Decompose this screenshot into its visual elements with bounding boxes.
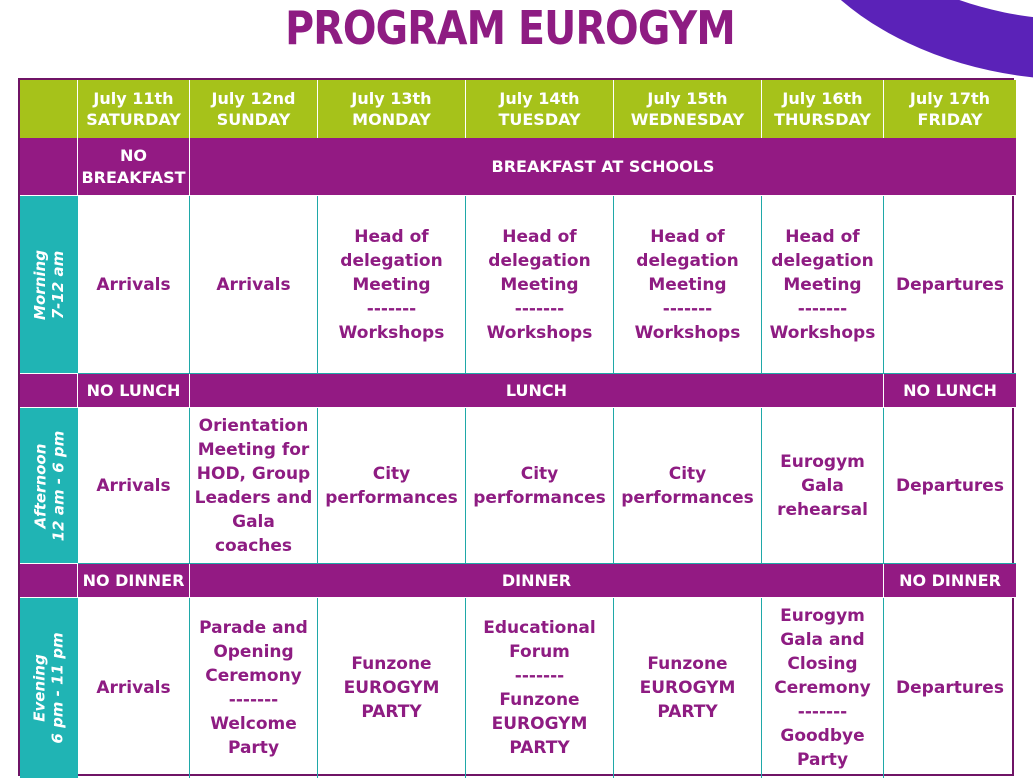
day-date: July 16th: [782, 89, 863, 108]
corner-cell: [20, 80, 78, 138]
day-weekday: THURSDAY: [774, 110, 871, 129]
schedule-cell: Orientation Meeting for HOD, Group Leaders and Gala coaches: [190, 408, 318, 564]
day-date: July 13th: [351, 89, 432, 108]
morning-label: [20, 196, 78, 374]
schedule-cell: City performances: [318, 408, 466, 564]
day-header: [318, 80, 466, 138]
no-breakfast: NO BREAKFAST: [78, 138, 190, 196]
schedule-cell: Funzone EUROGYM PARTY: [318, 598, 466, 778]
schedule-cell: Head of delegation Meeting ------- Workshops: [466, 196, 614, 374]
day-weekday: FRIDAY: [917, 110, 983, 129]
lunch: LUNCH: [190, 374, 884, 408]
day-weekday: TUESDAY: [498, 110, 581, 129]
no-lunch: NO LUNCH: [884, 374, 1016, 408]
schedule-cell: City performances: [466, 408, 614, 564]
schedule-cell: Departures: [896, 678, 1004, 698]
day-weekday: MONDAY: [352, 110, 431, 129]
meal-blank: [20, 564, 78, 598]
schedule-cell: Eurogym Gala and Closing Ceremony ------- Goodbye Party: [762, 598, 884, 778]
page-title: PROGRAM EUROGYM: [285, 1, 735, 55]
meal-blank: [20, 138, 78, 196]
schedule-cell: Head of delegation Meeting ------- Workshops: [762, 196, 884, 374]
schedule-cell: Parade and Opening Ceremony ------- Welcome Party: [190, 598, 318, 778]
schedule-cell: Arrivals: [78, 408, 190, 564]
schedule-cell: Head of delegation Meeting ------- Workshops: [614, 196, 762, 374]
schedule-cell: Departures: [884, 408, 1016, 564]
day-header: [762, 80, 884, 138]
period-name: Afternoon: [31, 443, 50, 528]
afternoon-label: [20, 408, 78, 564]
schedule-cell: Departures: [884, 196, 1016, 374]
day-date: July 15th: [647, 89, 728, 108]
schedule-cell: City performances: [614, 408, 762, 564]
schedule-cell: Arrivals: [78, 598, 190, 778]
day-weekday: SUNDAY: [216, 110, 291, 129]
schedule-table: [18, 78, 1014, 776]
day-header: [884, 80, 1016, 138]
day-weekday: SATURDAY: [86, 110, 181, 129]
period-time: 7-12 am: [49, 250, 67, 319]
day-header: [78, 80, 190, 138]
day-weekday: WEDNESDAY: [630, 110, 745, 129]
schedule-cell: Eurogym Gala rehearsal: [762, 408, 884, 564]
no-dinner: NO DINNER: [78, 564, 190, 598]
period-name: Evening: [31, 654, 50, 722]
evening-label: [20, 598, 78, 778]
day-date: July 12nd: [211, 89, 296, 108]
dinner: DINNER: [190, 564, 884, 598]
day-date: July 11th: [93, 89, 174, 108]
schedule-cell: Funzone EUROGYM PARTY: [614, 598, 762, 778]
period-name: Morning: [31, 249, 49, 320]
day-header: [614, 80, 762, 138]
no-lunch: NO LUNCH: [78, 374, 190, 408]
no-dinner: NO DINNER: [884, 564, 1016, 598]
schedule-cell: Educational Forum ------- Funzone EUROGYM PARTY: [466, 598, 614, 778]
period-time: 6 pm - 11 pm: [49, 632, 68, 744]
day-header: [190, 80, 318, 138]
breakfast-at-schools: BREAKFAST AT SCHOOLS: [190, 138, 1016, 196]
day-date: July 14th: [499, 89, 580, 108]
schedule-cell: Head of delegation Meeting ------- Workshops: [318, 196, 466, 374]
schedule-cell: Arrivals: [78, 196, 190, 374]
schedule-cell: Arrivals: [190, 196, 318, 374]
day-header: [466, 80, 614, 138]
day-date: July 17th: [909, 89, 991, 108]
meal-blank: [20, 374, 78, 408]
period-time: 12 am - 6 pm: [49, 430, 68, 541]
